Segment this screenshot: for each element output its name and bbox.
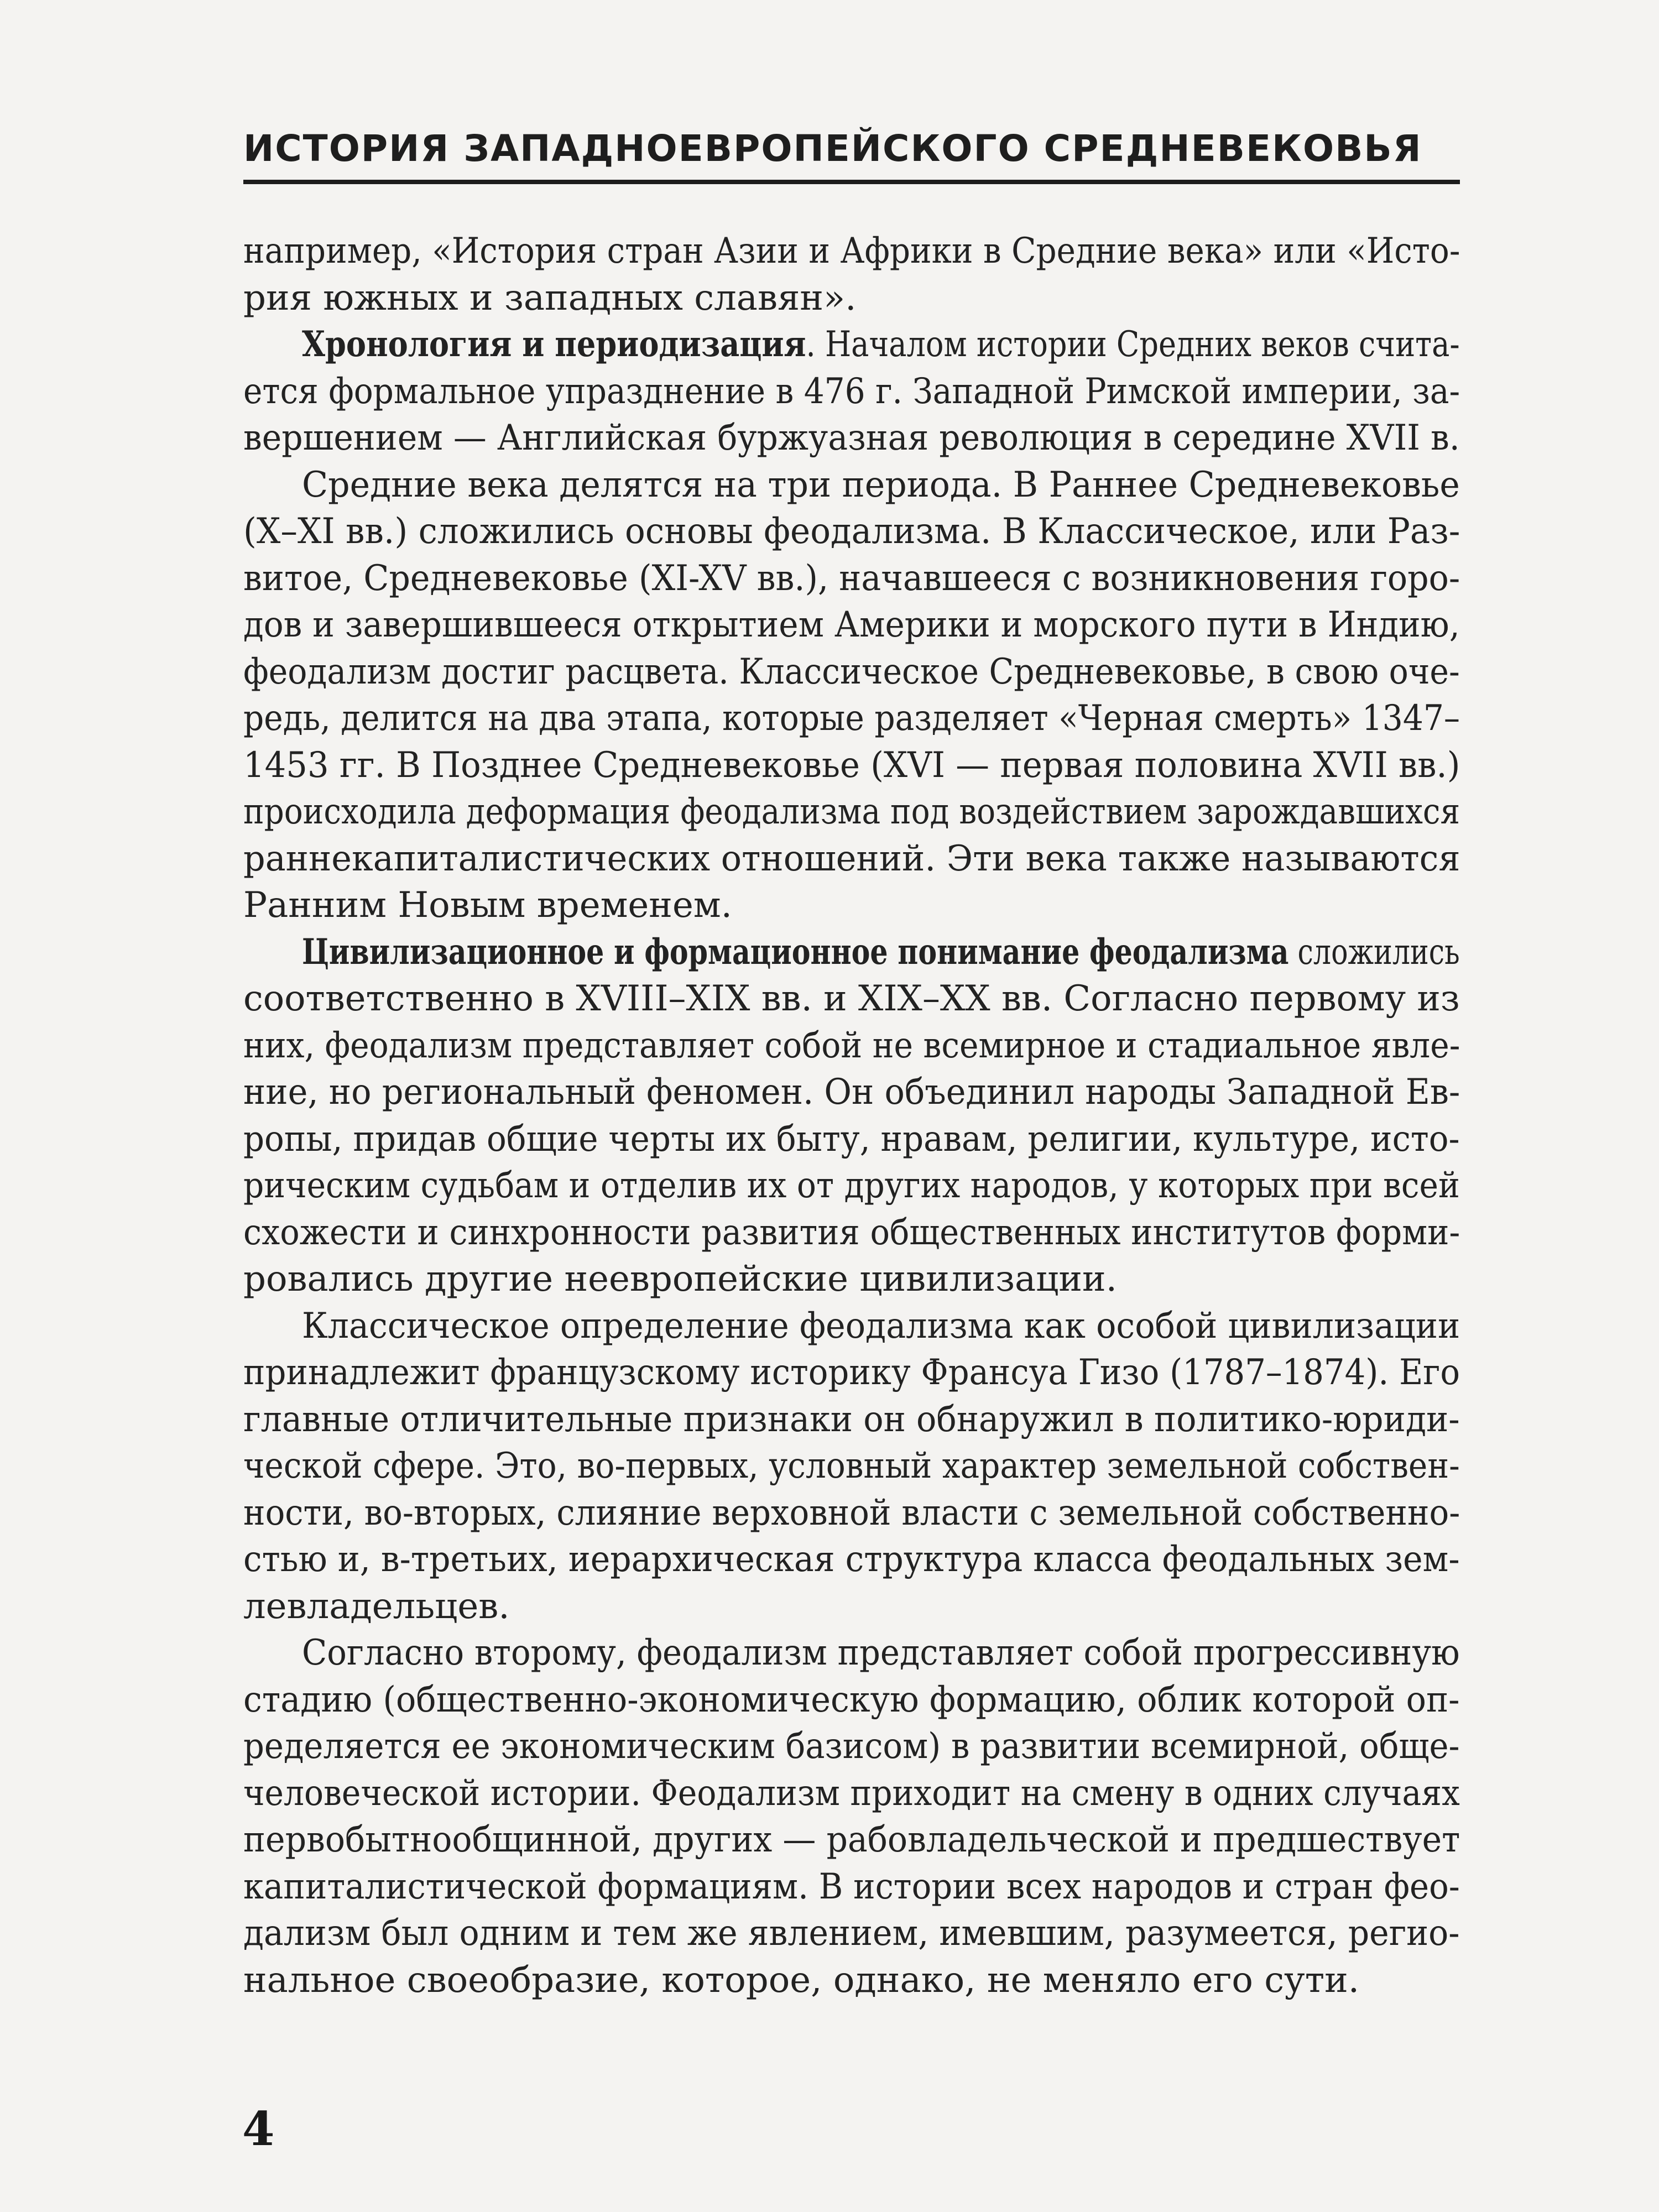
line-text: человеческой истории. Феодализм приходит на смену в одних случаях: [243, 1772, 1460, 1814]
line-text: (X–XI вв.) сложились основы феодализма. В Классическое, или Раз-: [243, 511, 1460, 552]
line-text: дализм был одним и тем же явлением, имевшим, разумеется, регио-: [243, 1913, 1460, 1954]
line-text: нальное своеобразие, которое, однако, не меняло его сути.: [243, 1959, 1360, 2001]
line-text: происходила деформация феодализма под воздействием зарождавшихся: [243, 791, 1460, 832]
line-text: сложились: [1288, 931, 1460, 973]
text-line: [243, 1069, 1460, 1116]
line-text: схожести и синхронности развития общественных институтов форми-: [243, 1212, 1460, 1253]
line-text: Классическое определение феодализма как особой цивилизации: [302, 1305, 1460, 1347]
line-text: рия южных и западных славян».: [243, 277, 857, 319]
line-text: стадию (общественно-экономическую формацию, облик которой оп-: [243, 1679, 1460, 1720]
text-line: [243, 228, 1460, 275]
text-line: [243, 1022, 1460, 1070]
line-text: ровались другие неевропейские цивилизации.: [243, 1259, 1117, 1300]
line-text: Средние века делятся на три периода. В Раннее Средневековье: [302, 464, 1460, 505]
line-text: ределяется ее экономическим базисом) в развитии всемирной, обще-: [243, 1726, 1460, 1767]
section-heading: Цивилизационное и формационное понимание феодализма: [302, 931, 1289, 973]
text-line: [243, 1723, 1460, 1770]
line-text: ется формальное упразднение в 476 г. Западной Римской империи, за-: [243, 371, 1460, 412]
text-line: [243, 321, 1460, 368]
line-text: первобытнообщинной, других — рабовладельческой и предшествует: [243, 1819, 1460, 1860]
text-line: [243, 462, 1460, 509]
line-text: левладельцев.: [243, 1585, 510, 1627]
text-line: [243, 1910, 1460, 1957]
line-text: . Началом истории Средних веков счита-: [806, 324, 1460, 365]
text-line: [243, 602, 1460, 649]
line-text: главные отличительные признаки он обнаружил в политико-юриди-: [243, 1399, 1460, 1440]
line-text: рическим судьбам и отделив их от других народов, у которых при всей: [243, 1165, 1460, 1206]
text-line: [243, 275, 1460, 322]
running-header-title: ИСТОРИЯ ЗАПАДНОЕВРОПЕЙСКОГО СРЕДНЕВЕКОВЬЯ: [243, 127, 1422, 170]
section-heading: Хронология и периодизация: [302, 324, 806, 365]
line-text: ческой сфере. Это, во-первых, условный характер земельной собствен-: [243, 1446, 1460, 1486]
text-line: [243, 789, 1460, 836]
text-line: [243, 508, 1460, 555]
text-line: [243, 1630, 1460, 1677]
line-text: ропы, придав общие черты их быту, нравам, религии, культуре, исто-: [243, 1118, 1460, 1160]
text-line: [243, 695, 1460, 742]
text-line: [243, 836, 1460, 883]
text-line: [243, 1303, 1460, 1350]
line-text: стью и, в-третьих, иерархическая структура класса феодальных зем-: [243, 1539, 1460, 1580]
text-line: [243, 1490, 1460, 1537]
line-text: Согласно второму, феодализм представляет собой прогрессивную: [302, 1632, 1460, 1673]
text-line: [243, 1677, 1460, 1724]
body-text: [243, 228, 1460, 2004]
text-line: [243, 1536, 1460, 1583]
text-line: [243, 555, 1460, 602]
text-line: [243, 1583, 1460, 1630]
text-line: [243, 1770, 1460, 1817]
text-line: [243, 1256, 1460, 1303]
text-line: [243, 1443, 1460, 1490]
line-text: раннекапиталистических отношений. Эти века также называются: [243, 838, 1460, 879]
text-line: [243, 1116, 1460, 1163]
line-text: феодализм достиг расцвета. Классическое Средневековье, в свою оче-: [243, 651, 1460, 692]
text-line: [243, 882, 1460, 929]
line-text: редь, делится на два этапа, которые разделяет «Черная смерть» 1347–: [243, 698, 1460, 739]
text-line: [243, 1817, 1460, 1864]
line-text: соответственно в XVIII–XIX вв. и XIX–XX вв. Согласно первому из: [243, 978, 1460, 1019]
line-text: дов и завершившееся открытием Америки и морского пути в Индию,: [243, 604, 1460, 645]
text-line: [243, 1864, 1460, 1911]
text-line: [243, 1957, 1460, 2004]
line-text: вершением — Английская буржуазная революция в середине XVII в.: [243, 418, 1460, 458]
page-number: 4: [242, 2101, 275, 2156]
line-text: например, «История стран Азии и Африки в Средние века» или «Исто-: [243, 231, 1460, 272]
line-text: ние, но региональный феномен. Он объединил народы Западной Ев-: [243, 1072, 1460, 1113]
text-line: [243, 1209, 1460, 1256]
line-text: Ранним Новым временем.: [243, 885, 732, 926]
text-line: [243, 742, 1460, 789]
line-text: них, феодализм представляет собой не всемирное и стадиальное явле-: [243, 1025, 1460, 1066]
line-text: витое, Средневековье (XI-XV вв.), начавшееся с возникновения горо-: [243, 557, 1460, 599]
line-text: капиталистической формациям. В истории всех народов и стран фео-: [243, 1866, 1460, 1907]
text-line: [243, 368, 1460, 415]
line-text: принадлежит французскому историку Франсуа Гизо (1787–1874). Его: [243, 1352, 1460, 1393]
text-line: [243, 649, 1460, 696]
text-line: [243, 929, 1460, 976]
running-header: [243, 119, 1460, 184]
line-text: 1453 гг. В Позднее Средневековье (XVI — первая половина XVII вв.): [243, 744, 1460, 786]
text-line: [243, 975, 1460, 1022]
text-line: [243, 415, 1460, 462]
text-line: [243, 1162, 1460, 1209]
text-line: [243, 1396, 1460, 1443]
text-line: [243, 1349, 1460, 1396]
line-text: ности, во-вторых, слияние верховной власти с земельной собственно-: [243, 1492, 1460, 1533]
